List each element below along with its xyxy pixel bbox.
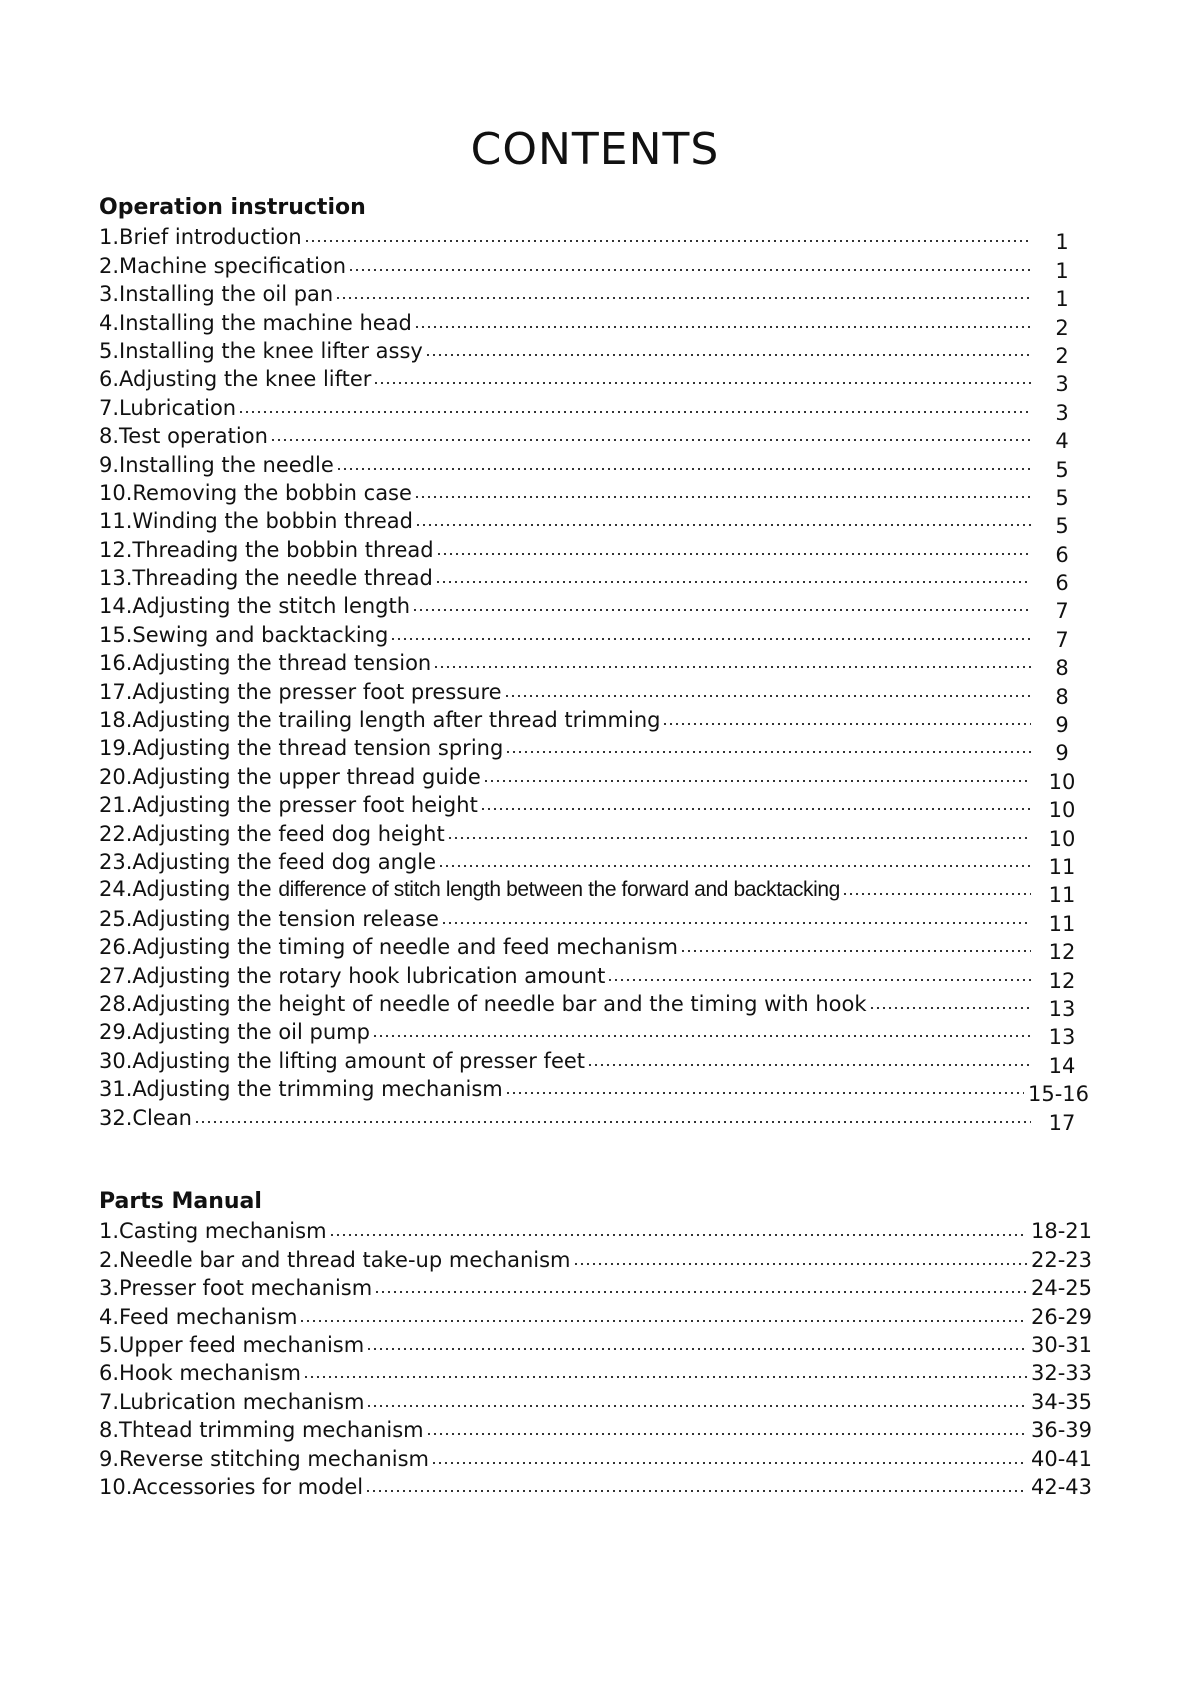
toc-entry[interactable] xyxy=(99,1358,1092,1386)
toc-entry-title: 8.Thtead trimming mechanism xyxy=(99,1418,424,1443)
toc-entry-page-number: 40-41 xyxy=(1030,1446,1092,1471)
toc-entry-page-number: 7 xyxy=(1055,599,1069,624)
toc-entry-title: 26.Adjusting the timing of needle and feed mechanism xyxy=(99,935,678,960)
dot-leader xyxy=(436,552,1031,556)
toc-entry-title: 4.Feed mechanism xyxy=(99,1304,298,1329)
operation-instruction-section xyxy=(99,194,1089,1135)
toc-entry-page-number: 13 xyxy=(1048,1025,1076,1050)
toc-entry[interactable] xyxy=(99,449,1089,482)
toc-entry-page-number: 10 xyxy=(1048,798,1076,823)
toc-entry-title: 16.Adjusting the thread tension xyxy=(99,651,432,676)
toc-entry[interactable] xyxy=(99,1472,1092,1500)
toc-entry-page-number: 4 xyxy=(1055,429,1069,454)
toc-entry[interactable] xyxy=(99,1386,1092,1414)
toc-entry-title: 6.Adjusting the knee lifter xyxy=(99,367,372,392)
toc-entry-page-number: 24-25 xyxy=(1030,1276,1092,1301)
toc-entry-title: 15.Sewing and backtacking xyxy=(99,622,389,647)
dot-leader xyxy=(447,836,1031,840)
toc-entry-title: 27.Adjusting the rotary hook lubrication amount xyxy=(99,963,606,988)
dot-leader xyxy=(433,665,1031,669)
toc-entry-title: 21.Adjusting the presser foot height xyxy=(99,793,478,818)
toc-entry[interactable] xyxy=(99,421,1089,454)
section-heading: Operation instruction xyxy=(99,195,366,220)
toc-entry[interactable] xyxy=(99,818,1089,851)
toc-entry[interactable] xyxy=(99,506,1089,539)
toc-entry-page-number: 7 xyxy=(1055,627,1069,652)
toc-entry[interactable] xyxy=(99,1443,1092,1471)
toc-entry-page-number: 42-43 xyxy=(1030,1474,1092,1499)
toc-entry-title: 28.Adjusting the height of needle of needle bar and the timing with hook xyxy=(99,991,867,1016)
toc-entry-page-number: 6 xyxy=(1055,571,1069,596)
dot-leader xyxy=(366,1347,1027,1351)
toc-entry-title: 10.Removing the bobbin case xyxy=(99,480,412,505)
dot-leader xyxy=(426,1432,1027,1436)
dot-leader xyxy=(842,892,1031,896)
toc-entry-title: 20.Adjusting the upper thread guide xyxy=(99,764,481,789)
dot-leader xyxy=(415,523,1031,527)
toc-entry-title: 11.Winding the bobbin thread xyxy=(99,509,413,534)
toc-entry-page-number: 9 xyxy=(1055,741,1069,766)
dot-leader xyxy=(238,410,1031,414)
dot-leader xyxy=(366,1404,1027,1408)
dot-leader xyxy=(194,1120,1031,1124)
dot-leader xyxy=(336,467,1031,471)
toc-entry-page-number: 10 xyxy=(1048,769,1076,794)
dot-leader xyxy=(504,694,1031,698)
toc-entry-title: 31.Adjusting the trimming mechanism xyxy=(99,1077,503,1102)
toc-entry[interactable] xyxy=(99,648,1089,681)
toc-entry[interactable] xyxy=(99,1216,1092,1244)
toc-entry[interactable] xyxy=(99,591,1089,624)
dot-leader xyxy=(483,779,1031,783)
dot-leader xyxy=(505,750,1031,754)
toc-entry-page-number: 2 xyxy=(1055,343,1069,368)
dot-leader xyxy=(438,864,1031,868)
toc-entry-title: 4.Installing the machine head xyxy=(99,310,412,335)
toc-entry[interactable] xyxy=(99,761,1089,794)
toc-entry-page-number: 17 xyxy=(1048,1110,1076,1135)
dot-leader xyxy=(270,438,1031,442)
toc-entry-page-number: 11 xyxy=(1048,854,1076,879)
toc-entry-title: 23.Adjusting the feed dog angle xyxy=(99,849,437,874)
toc-entry-page-number: 1 xyxy=(1055,230,1069,255)
toc-entry-page-number: 30-31 xyxy=(1030,1332,1092,1357)
toc-entry[interactable] xyxy=(99,1045,1089,1078)
toc-entry-page-number: 3 xyxy=(1055,372,1069,397)
section-heading: Parts Manual xyxy=(99,1189,262,1214)
toc-entry[interactable] xyxy=(99,875,1089,908)
toc-entry-title: 8.Test operation xyxy=(99,424,268,449)
dot-leader xyxy=(372,1034,1031,1038)
dot-leader xyxy=(662,722,1031,726)
toc-entry-title: 3.Presser foot mechanism xyxy=(99,1276,373,1301)
dot-leader xyxy=(374,1290,1027,1294)
toc-entry[interactable] xyxy=(99,563,1089,596)
dot-leader xyxy=(869,1006,1032,1010)
toc-entry[interactable] xyxy=(99,1017,1089,1050)
toc-entry[interactable] xyxy=(99,279,1089,312)
toc-entry[interactable] xyxy=(99,1415,1092,1443)
toc-entry-title: 9.Installing the needle xyxy=(99,452,334,477)
toc-entry-page-number: 22-23 xyxy=(1030,1247,1092,1272)
toc-entry[interactable] xyxy=(99,336,1089,368)
toc-entry[interactable] xyxy=(99,1301,1092,1329)
dot-leader xyxy=(365,1489,1027,1493)
toc-entry-page-number: 6 xyxy=(1055,542,1069,567)
dot-leader xyxy=(329,1233,1027,1237)
toc-entry-title: 7.Lubrication mechanism xyxy=(99,1389,365,1414)
dot-leader xyxy=(414,325,1031,329)
toc-entry-page-number: 12 xyxy=(1048,940,1076,965)
toc-entry-title: 6.Hook mechanism xyxy=(99,1361,302,1386)
toc-entry-title: 9.Reverse stitching mechanism xyxy=(99,1446,430,1471)
toc-entry-title: 3.Installing the oil pan xyxy=(99,282,334,307)
toc-entry[interactable] xyxy=(99,1330,1092,1358)
toc-entry[interactable] xyxy=(99,1074,1089,1107)
toc-entry[interactable] xyxy=(99,364,1089,397)
dot-leader xyxy=(304,239,1031,243)
toc-entry-page-number: 26-29 xyxy=(1030,1304,1092,1329)
toc-entry[interactable] xyxy=(99,534,1089,567)
toc-entry[interactable] xyxy=(99,960,1089,993)
dot-leader xyxy=(303,1375,1027,1379)
dot-leader xyxy=(348,268,1031,272)
dot-leader xyxy=(431,1461,1027,1465)
dot-leader xyxy=(425,353,1031,357)
toc-entry-title: 12.Threading the bobbin thread xyxy=(99,537,434,562)
toc-entry[interactable] xyxy=(99,733,1089,766)
toc-entry-page-number: 3 xyxy=(1055,400,1069,425)
toc-entry-page-number: 12 xyxy=(1048,968,1076,993)
toc-entry-title-rest: difference of stitch length between the forward and backtacking xyxy=(278,878,840,902)
toc-entry-title: 2.Machine specification xyxy=(99,253,347,278)
toc-entry-page-number: 2 xyxy=(1055,315,1069,340)
toc-entry-title-prefix: 24.Adjusting the xyxy=(99,877,279,902)
toc-entry-title: 1.Brief introduction xyxy=(99,225,302,250)
toc-list xyxy=(99,222,1089,1135)
toc-entry[interactable] xyxy=(99,307,1089,340)
dot-leader xyxy=(505,1091,1024,1095)
toc-entry-page-number: 1 xyxy=(1055,258,1069,283)
toc-entry[interactable] xyxy=(99,1244,1092,1272)
toc-entry[interactable] xyxy=(99,1102,1089,1135)
dot-leader xyxy=(414,495,1031,499)
dot-leader xyxy=(299,1319,1027,1323)
toc-entry-page-number: 32-33 xyxy=(1030,1361,1092,1386)
toc-entry[interactable] xyxy=(99,790,1089,823)
parts-manual-section xyxy=(99,1188,1092,1500)
toc-entry[interactable] xyxy=(99,619,1089,652)
dot-leader xyxy=(441,921,1031,925)
toc-entry-title: 29.Adjusting the oil pump xyxy=(99,1020,370,1045)
toc-entry-title: 18.Adjusting the trailing length after thread trimming xyxy=(99,708,661,733)
toc-entry-title: 22.Adjusting the feed dog height xyxy=(99,821,445,846)
toc-entry-title xyxy=(99,876,840,903)
toc-entry[interactable] xyxy=(99,903,1089,936)
dot-leader xyxy=(607,978,1031,982)
toc-entry-title: 1.Casting mechanism xyxy=(99,1219,327,1244)
toc-entry-page-number: 36-39 xyxy=(1030,1418,1092,1443)
toc-entry-title: 32.Clean xyxy=(99,1105,192,1130)
toc-entry-title: 30.Adjusting the lifting amount of presser feet xyxy=(99,1048,586,1073)
toc-entry-page-number: 14 xyxy=(1048,1053,1076,1078)
toc-entry-page-number: 11 xyxy=(1048,883,1076,908)
toc-entry-page-number: 5 xyxy=(1055,457,1069,482)
toc-entry[interactable] xyxy=(99,989,1089,1021)
toc-entry[interactable] xyxy=(99,478,1089,510)
toc-entry[interactable] xyxy=(99,847,1089,879)
toc-list xyxy=(99,1216,1092,1500)
toc-entry[interactable] xyxy=(99,222,1089,255)
toc-entry[interactable] xyxy=(99,1273,1092,1301)
toc-entry-page-number: 1 xyxy=(1055,287,1069,312)
toc-entry-title: 5.Installing the knee lifter assy xyxy=(99,338,423,363)
toc-entry-page-number: 13 xyxy=(1048,996,1076,1021)
dot-leader xyxy=(412,608,1031,612)
toc-entry-title: 17.Adjusting the presser foot pressure xyxy=(99,679,502,704)
toc-entry-page-number: 9 xyxy=(1055,713,1069,738)
toc-entry[interactable] xyxy=(99,676,1089,709)
dot-leader xyxy=(435,580,1031,584)
toc-entry-page-number: 15-16 xyxy=(1027,1082,1089,1107)
dot-leader xyxy=(390,637,1031,641)
toc-entry[interactable] xyxy=(99,932,1089,965)
dot-leader xyxy=(573,1262,1027,1266)
toc-entry[interactable] xyxy=(99,705,1089,738)
toc-entry-title: 14.Adjusting the stitch length xyxy=(99,594,411,619)
dot-leader xyxy=(680,949,1031,953)
toc-entry-page-number: 5 xyxy=(1055,514,1069,539)
toc-entry-title: 25.Adjusting the tension release xyxy=(99,906,439,931)
toc-entry-page-number: 34-35 xyxy=(1030,1389,1092,1414)
toc-entry-page-number: 18-21 xyxy=(1030,1219,1092,1244)
toc-entry[interactable] xyxy=(99,392,1089,425)
toc-entry-page-number: 11 xyxy=(1048,911,1076,936)
toc-entry-title: 10.Accessories for model xyxy=(99,1474,364,1499)
toc-entry-page-number: 5 xyxy=(1055,485,1069,510)
toc-entry-page-number: 8 xyxy=(1055,684,1069,709)
toc-entry-title: 5.Upper feed mechanism xyxy=(99,1332,365,1357)
toc-entry-title: 19.Adjusting the thread tension spring xyxy=(99,736,504,761)
toc-entry[interactable] xyxy=(99,250,1089,283)
dot-leader xyxy=(373,381,1031,385)
toc-entry-title: 13.Threading the needle thread xyxy=(99,566,433,591)
dot-leader xyxy=(480,807,1031,811)
toc-entry-page-number: 10 xyxy=(1048,826,1076,851)
toc-entry-page-number: 8 xyxy=(1055,656,1069,681)
toc-entry-title: 2.Needle bar and thread take-up mechanism xyxy=(99,1247,571,1272)
page-title: CONTENTS xyxy=(470,124,720,175)
dot-leader xyxy=(335,296,1031,300)
dot-leader xyxy=(587,1063,1031,1067)
toc-entry-title: 7.Lubrication xyxy=(99,395,237,420)
